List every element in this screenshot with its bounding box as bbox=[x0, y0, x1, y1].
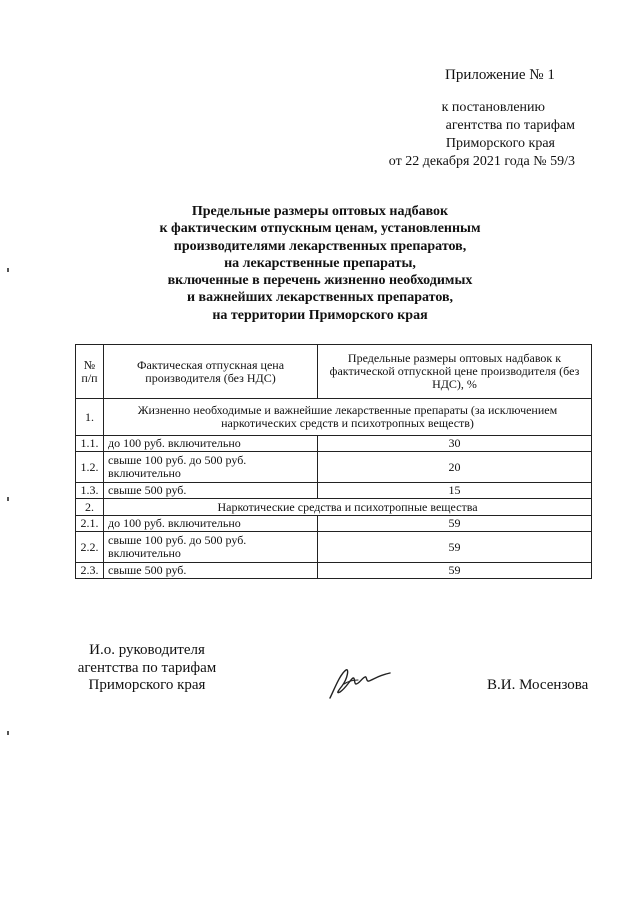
ref-line: от 22 декабря 2021 года № 59/3 bbox=[388, 154, 575, 169]
table-row bbox=[76, 483, 592, 499]
row-price: свыше 500 руб. bbox=[104, 483, 318, 499]
section-title: Наркотические средства и психотропные вещества bbox=[104, 499, 592, 516]
appendix-label: Приложение № 1 bbox=[445, 67, 555, 83]
row-num: 1.3. bbox=[76, 483, 104, 499]
row-num: 1.2. bbox=[76, 452, 104, 483]
table-row bbox=[76, 516, 592, 532]
title-line: производителями лекарственных препаратов, bbox=[173, 238, 467, 254]
row-price: свыше 500 руб. bbox=[104, 563, 318, 579]
title-line: на территории Приморского края bbox=[212, 307, 428, 323]
scan-mark bbox=[7, 268, 9, 272]
section-num: 1. bbox=[76, 399, 104, 436]
title-line: включенные в перечень жизненно необходимых bbox=[167, 273, 473, 289]
position-line: Приморского края bbox=[88, 677, 206, 693]
markup-table bbox=[75, 344, 592, 579]
row-value: 59 bbox=[318, 563, 592, 579]
table-row bbox=[76, 563, 592, 579]
table-row bbox=[76, 452, 592, 483]
section-row bbox=[76, 499, 592, 516]
title-line: к фактическим отпускным ценам, установленным bbox=[159, 221, 481, 237]
title-line: и важнейших лекарственных препаратов, bbox=[186, 290, 454, 306]
resolution-reference bbox=[389, 99, 575, 171]
row-value: 20 bbox=[318, 452, 592, 483]
row-num: 2.2. bbox=[76, 532, 104, 563]
handwritten-signature bbox=[322, 660, 397, 705]
document-title bbox=[100, 203, 540, 324]
position-line: агентства по тарифам bbox=[77, 659, 217, 676]
row-value: 59 bbox=[318, 532, 592, 563]
row-num: 2.1. bbox=[76, 516, 104, 532]
row-price: свыше 100 руб. до 500 руб. включительно bbox=[104, 532, 318, 563]
row-price: свыше 100 руб. до 500 руб. включительно bbox=[104, 452, 318, 483]
signatory-position bbox=[72, 642, 222, 695]
section-title: Жизненно необходимые и важнейшие лекарственные препараты (за исключением наркотических средств и психотропных веществ) bbox=[104, 399, 592, 436]
row-value: 15 bbox=[318, 483, 592, 499]
section-num: 2. bbox=[76, 499, 104, 516]
row-num: 1.1. bbox=[76, 436, 104, 452]
signatory-name: В.И. Мосензова bbox=[487, 677, 589, 693]
ref-line: к постановлению bbox=[441, 100, 545, 115]
table-row bbox=[76, 532, 592, 563]
row-value: 30 bbox=[318, 436, 592, 452]
section-row bbox=[76, 399, 592, 436]
header-num: № п/п bbox=[76, 345, 104, 399]
row-price: до 100 руб. включительно bbox=[104, 436, 318, 452]
row-num: 2.3. bbox=[76, 563, 104, 579]
ref-line: агентства по тарифам bbox=[445, 118, 575, 133]
table-row bbox=[76, 436, 592, 452]
header-markup: Предельные размеры оптовых надбавок к фактической отпускной цене производителя (без НДС), % bbox=[318, 345, 592, 399]
table-header-row bbox=[76, 345, 592, 399]
scan-mark bbox=[7, 731, 9, 735]
header-price: Фактическая отпускная цена производителя (без НДС) bbox=[104, 345, 318, 399]
scan-mark bbox=[7, 497, 9, 501]
position-line: И.о. руководителя bbox=[89, 642, 205, 658]
title-line: на лекарственные препараты, bbox=[224, 255, 416, 271]
row-price: до 100 руб. включительно bbox=[104, 516, 318, 532]
row-value: 59 bbox=[318, 516, 592, 532]
title-line: Предельные размеры оптовых надбавок bbox=[191, 204, 449, 219]
ref-line: Приморского края bbox=[445, 136, 555, 151]
